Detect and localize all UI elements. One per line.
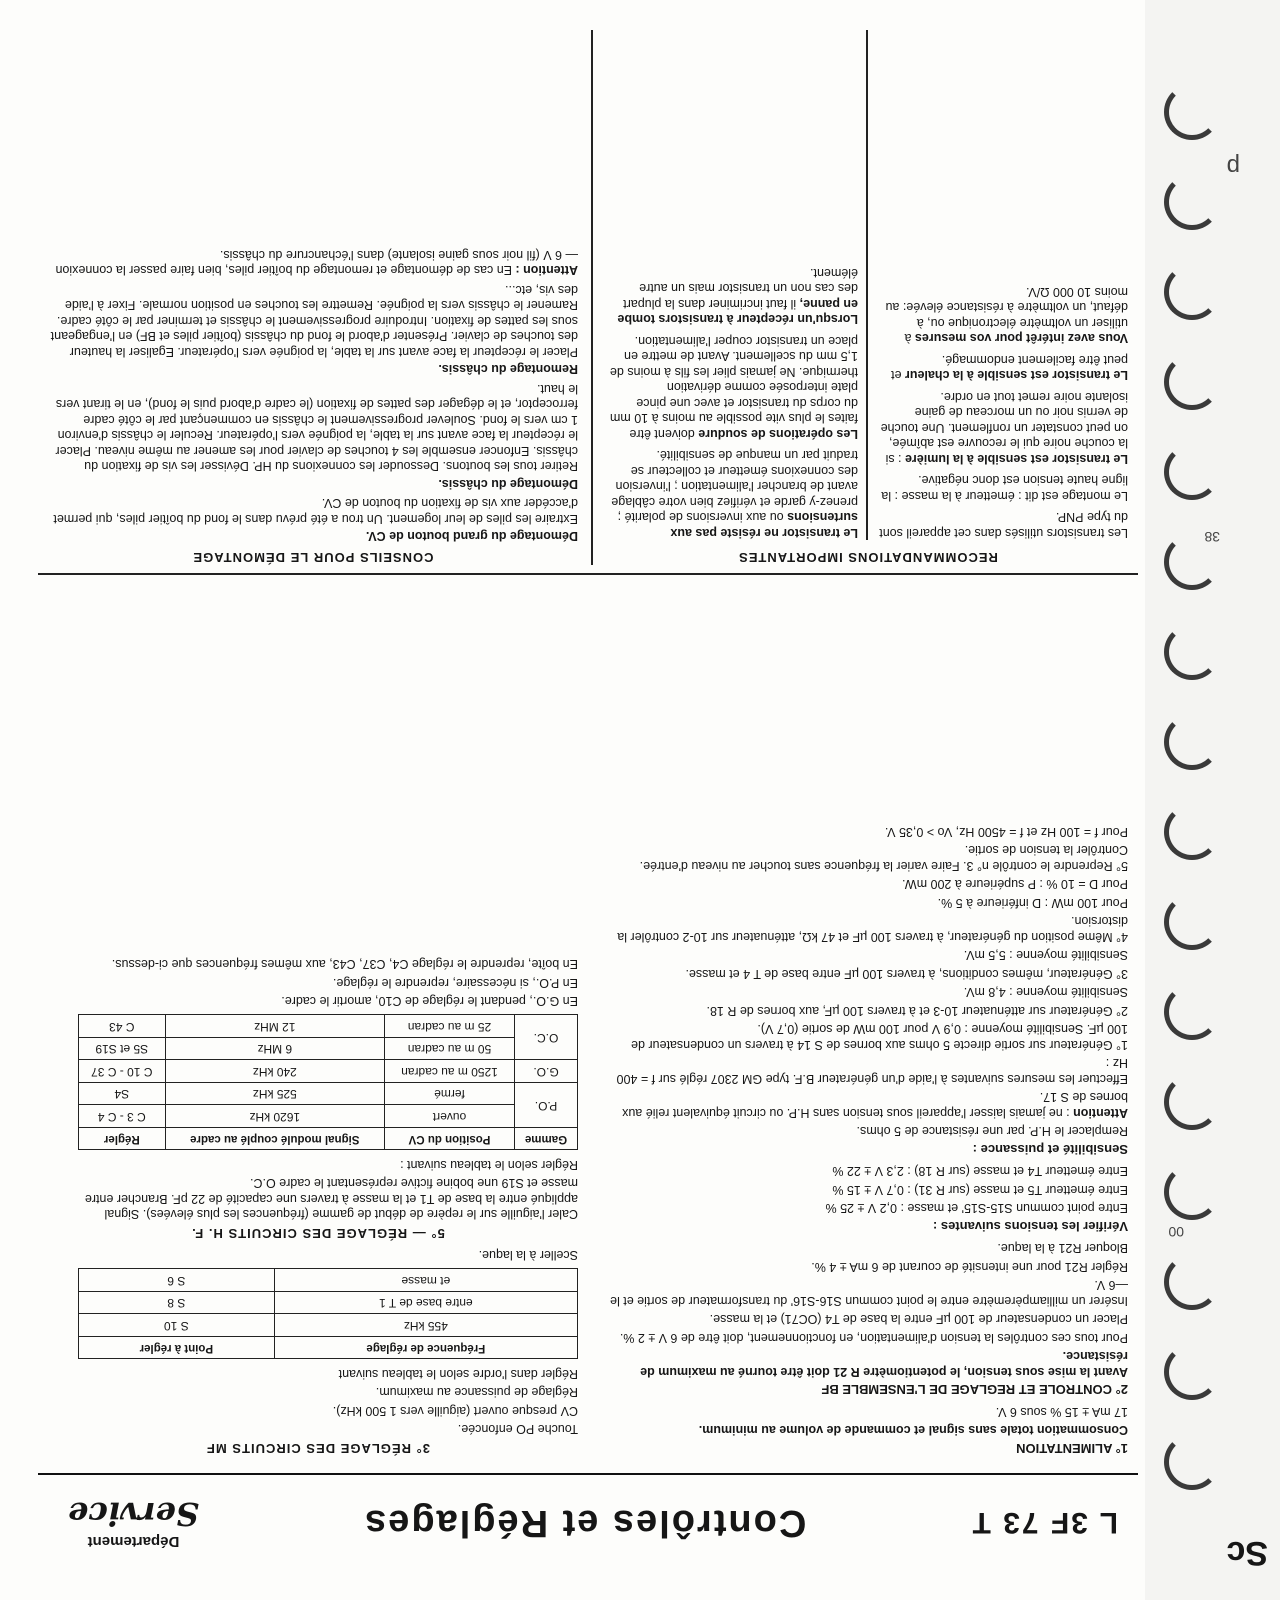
text: ou aux inversions de polarité ; prenez-y garde et vérifiez bien votre câblage avant de brancher l'alimentation ; l'inversion des connexions émetteur et collecteur se traduit par un manque de sensibilité.	[611, 448, 858, 525]
binder-ring	[1164, 624, 1220, 680]
table-cell: et masse	[274, 1269, 577, 1292]
table-row	[79, 1105, 578, 1128]
paragraph: Régler selon le tableau suivant :	[400, 1158, 578, 1172]
mf-table	[78, 1269, 578, 1360]
text: doivent être faites le plus vite possible au moins à 10 mm du corps du transistor et avec une pince plate interposée comme dérivation thermique. Ne jamais plier les fils à moins de 1,5 mm du scellement. Avant de mettre en place un transistor couper l'alimentation.	[609, 334, 858, 441]
paragraph	[608, 333, 858, 442]
paragraph: Régler dans l'ordre selon le tableau suivant	[338, 1367, 578, 1381]
table-row	[79, 1269, 578, 1292]
paragraph: Placer le récepteur la face avant sur la table, la poignée vers l'opérateur. Egaliser la hauteur des touches de clavier. Présenter d'abord le fond du châssis (boîtier piles et BF) en l'engageant sous les pattes de fixation. Introduire progressivement le châssis et terminer par le côté cadre. Ramener le châssis vers la poignée. Remettre les touches en position normale. Fixer à l'aide des vis, etc...	[50, 283, 578, 359]
table-row	[79, 1038, 578, 1061]
text: : si la couche noire qui le recouvre est abîmée, on peut constater un ronflement. Une touche de vernis noir ou un morceau de gaine isolante noire remet tout en ordre.	[880, 390, 1128, 466]
section-title: Sensibilité et puissance :	[972, 1142, 1128, 1157]
paragraph: Les transistors utilisés dans cet appareil sont du type PNP.	[879, 510, 1128, 540]
margin-mark: 00	[1168, 1224, 1184, 1240]
paragraph: Effectuer les mesures suivantes à l'aide d'un générateur B.F. type GM 2307 réglé sur f = 400 Hz :	[616, 1056, 1128, 1086]
paragraph: Consommation totale sans signal et commande de volume au minimum.	[698, 1423, 1128, 1438]
paragraph: Retirer tous les boutons. Dessouder les connexions du HP. Dévisser les vis de fixation du châssis. Enfoncer ensemble les 4 touches de clavier pour les amener au même niveau. Placer le récepteur la face avant sur la table, la poignée vers l'opérateur. Reculer le châssis d'environ 1 cm vers le fond. Soulever progressivement le châssis en commençant par le côté cadre ferroceptor, et le dégager des pattes de fixation (le cadre d'abord puis le fond), en le tirant vers le haut.	[55, 382, 578, 474]
table-cell: 12 MHz	[165, 1015, 384, 1038]
text: il faut incriminer dans la plupart des cas non un transistor mais un autre élément.	[623, 266, 858, 311]
binder-ring	[1164, 264, 1220, 320]
emphasis: Vous avez intérêt pour vos mesures	[914, 331, 1128, 346]
paragraph: Entre point commun S15-S15' et masse : 0,2 V ± 25 %	[825, 1201, 1128, 1216]
paragraph	[878, 352, 1128, 383]
recommendations-block	[608, 550, 1128, 565]
emphasis: Lorsqu'un récepteur à transistors tombe en panne,	[617, 297, 858, 327]
paragraph: Placer un condensateur de 100 µF entre la base de T4 (OC71) et la masse.	[709, 1312, 1128, 1327]
paragraph	[608, 447, 858, 540]
paragraph: Bloquer R21 à la laque.	[997, 1241, 1128, 1256]
section-title: 2° CONTROLE ET REGLAGE DE L'ENSEMBLE BF	[821, 1382, 1128, 1398]
paragraph-title: Démontage du châssis.	[438, 477, 578, 491]
table-cell: S4	[79, 1083, 166, 1106]
table-cell: entre base de T 1	[274, 1292, 577, 1315]
recommendations-col-a	[878, 278, 1128, 541]
table-cell: 1250 m au cadran	[384, 1060, 514, 1083]
table-cell: C 3 - C 4	[79, 1105, 166, 1128]
table-row	[79, 1314, 578, 1337]
paragraph: Sceller à la laque.	[478, 1248, 578, 1263]
margin-mark: p	[1226, 153, 1240, 180]
table-header: Position du CV	[384, 1128, 514, 1151]
paragraph: Touche PO enfoncée.	[457, 1422, 578, 1437]
paragraph: Insérer un milliampèremètre entre le point commun S16-S16' du transformateur de sortie et le —6 V.	[610, 1278, 1128, 1308]
emphasis: Attention :	[515, 263, 578, 278]
recommendations-col-b	[608, 259, 858, 541]
table-header: Régler	[79, 1128, 166, 1151]
paragraph: Remplacer le H.P. par une résistance de 5 ohms.	[856, 1124, 1128, 1139]
department-name: Service	[68, 1495, 199, 1533]
paragraph: 17 mA ± 15 % sous 6 V.	[995, 1405, 1128, 1419]
paragraph: 5° Reprendre le contrôle n° 3. Faire varier la fréquence sans toucher au niveau d'entrée. Contrôler la tension de sortie.	[639, 843, 1128, 873]
section-title: 3° RÉGLAGE DES CIRCUITS MF	[205, 1441, 431, 1456]
table-cell: 25 m au cadran	[384, 1015, 514, 1038]
section-title: Vérifier les tensions suivantes :	[932, 1219, 1128, 1234]
table-header: Signal modulé couplé au cadre	[165, 1128, 384, 1151]
table-header-row	[79, 1337, 578, 1360]
paragraph: Entre émetteur T4 et masse (sur R 18) : 2,3 V ± 22 %	[832, 1164, 1128, 1179]
paragraph: En G.O., pendant le réglage de C10, amortir le cadre.	[281, 994, 578, 1009]
binder-ring	[1164, 444, 1220, 500]
text: et peut être facilement endommagé.	[891, 353, 1128, 383]
paragraph: En P.O., si nécessaire, reprendre le réglage.	[332, 976, 578, 990]
paragraph: 1° Générateur sur sortie directe 5 ohms aux bornes de S 14 à travers un condensateur de 100 µF. Sensibilité moyenne : 0,9 V pour 100 mW de sortie (0,7 V).	[631, 1022, 1128, 1052]
table-row	[79, 1292, 578, 1315]
emphasis: Les opérations de soudure	[698, 427, 858, 441]
paragraph: Sensibilité moyenne : 5,5 mV.	[963, 948, 1128, 963]
paragraph: En boîte, reprendre le réglage C4, C37, C43, aux mêmes fréquences que ci-dessus.	[111, 957, 578, 972]
table-cell: C 43	[79, 1015, 166, 1038]
paragraph	[878, 389, 1128, 467]
paragraph: Régler R21 pour une intensité de courant de 6 mA ± 4 %.	[811, 1260, 1128, 1274]
binder-ring	[1164, 84, 1220, 140]
paragraph	[878, 284, 1128, 346]
paragraph: Pour 100 mW : D inférieure à 5 %.	[937, 896, 1128, 910]
paragraph: 2° Générateur sur atténuateur 10-3 et à travers 100 µF, aux bornes de R 18.	[706, 1004, 1128, 1018]
paragraph: Réglage de puissance au maximum.	[375, 1385, 578, 1400]
paragraph	[608, 1089, 1128, 1120]
page-title: Contrôles et Réglages	[363, 1502, 807, 1544]
emphasis: Le transistor est sensible à la lumière	[904, 452, 1128, 466]
edge-text: Sc	[1226, 1534, 1268, 1572]
binder-ring	[1164, 1254, 1220, 1310]
table-row	[79, 1015, 578, 1038]
binder-ring	[1164, 894, 1220, 950]
table-cell: O.C.	[515, 1015, 578, 1060]
table-cell: S 8	[79, 1292, 275, 1315]
section-divider	[38, 573, 1138, 575]
emphasis: Le transistor est sensible à la chaleur	[904, 368, 1128, 383]
section-title: 1° ALIMENTATION	[1016, 1441, 1128, 1456]
document-code: L 3F 73 T	[970, 1506, 1118, 1540]
text: : ne jamais laisser l'appareil sous tension sans H.P. ou circuit équivalent relié aux bornes de S 17.	[622, 1090, 1128, 1120]
table-cell: fermé	[384, 1083, 514, 1106]
table-row	[79, 1083, 578, 1106]
table-cell: 1620 kHz	[165, 1105, 384, 1128]
table-cell: 455 kHz	[274, 1314, 577, 1337]
table-cell: P.O.	[515, 1083, 578, 1128]
paragraph: Le montage est dit : émetteur à la masse : la ligne haute tension est donc négative.	[881, 473, 1128, 503]
binder-ring	[1164, 354, 1220, 410]
table-cell: G.O.	[515, 1060, 578, 1083]
page-content	[38, 25, 1138, 1570]
column-alimentation-bf	[608, 821, 1128, 1463]
binder-ring	[1164, 714, 1220, 770]
paragraph-title: Remontage du châssis.	[438, 362, 578, 377]
department-label: Département	[87, 1533, 180, 1550]
paragraph: Caler l'aiguille sur le repère de début de gamme (fréquences les plus élevées). Signal appliqué entre la base de T1 et la masse à travers une capacité de 22 pF. Brancher entre masse et S19 une bobine fictive représentant le cadre O.C.	[84, 1176, 578, 1222]
text: à utiliser un voltmètre électronique ou, à défaut, un voltmètre à résistance élevée: au moins 10 000 Ω/V.	[885, 285, 1128, 346]
section-title: RECOMMANDATIONS IMPORTANTES	[738, 550, 998, 565]
binder-ring	[1164, 1164, 1220, 1220]
table-cell: C 10 - C 37	[79, 1060, 166, 1083]
binder-ring	[1164, 804, 1220, 860]
table-cell: 50 m au cadran	[384, 1038, 514, 1061]
column-divider	[866, 30, 868, 540]
page-header	[38, 1473, 1138, 1570]
margin-mark: 38	[1204, 529, 1220, 545]
paragraph: Avant la mise sous tension, le potentiomètre R 21 doit être tourné au maximum de résistance.	[640, 1349, 1128, 1379]
disassembly-block	[48, 243, 578, 566]
table-cell: 525 kHz	[165, 1083, 384, 1106]
text: En cas de démontage et remontage du boîtier piles, bien faire passer la connexion — 6 V (fil noir sous gaine isolante) dans l'échancrure du châssis.	[55, 248, 578, 278]
paragraph: Entre émetteur T5 et masse (sur R 31) : 0,7 V ± 15 %	[832, 1183, 1128, 1197]
column-mf-hf	[58, 953, 578, 1462]
paragraph: Pour D = 10 % : P supérieure à 200 mW.	[902, 877, 1128, 892]
column-divider	[591, 30, 593, 565]
paragraph: CV presque ouvert (aiguille vers 1 500 kHz).	[332, 1404, 578, 1418]
binder-ring	[1164, 1344, 1220, 1400]
paragraph: Sensibilité moyenne : 4,8 mV.	[963, 985, 1128, 1000]
table-cell: ouvert	[384, 1105, 514, 1128]
paragraph: Pour tous ces contrôles la tension d'alimentation, en fonctionnement, doit être de 6 V ± 2 %.	[619, 1331, 1128, 1345]
paragraph	[48, 247, 578, 278]
table-cell: S 6	[79, 1269, 275, 1292]
table-cell: 6 MHz	[165, 1038, 384, 1061]
table-row	[79, 1060, 578, 1083]
department-block	[68, 1495, 199, 1550]
binder-ring	[1164, 1434, 1220, 1490]
paragraph-title: Démontage du grand bouton de CV.	[365, 529, 578, 544]
binder-strip	[1145, 0, 1280, 1600]
table-header: Fréquence de réglage	[274, 1337, 577, 1360]
binder-ring	[1164, 1074, 1220, 1130]
table-cell: S 10	[79, 1314, 275, 1337]
paragraph: 4° Même position du générateur, à travers 100 µF et 47 kΩ, atténuateur sur 10-2 contrôler la distorsion.	[617, 914, 1128, 944]
table-header: Gamme	[515, 1128, 578, 1151]
table-cell: 240 kHz	[165, 1060, 384, 1083]
emphasis: Attention	[1073, 1106, 1128, 1120]
binder-ring	[1164, 984, 1220, 1040]
paragraph: 3° Générateur, mêmes conditions, à travers 100 µF entre base de T 4 et masse.	[685, 967, 1128, 981]
paragraph: Pour f = 100 Hz et f = 4500 Hz, Vo > 0,35 V.	[884, 825, 1128, 839]
table-header: Point à régler	[79, 1337, 275, 1360]
hf-table	[78, 1015, 578, 1151]
table-header-row	[79, 1128, 578, 1151]
paragraph: Extraire les piles de leur logement. Un trou a été prévu dans le fond du boîtier piles, qui permet d'accéder aux vis de fixation du bouton de CV.	[53, 496, 578, 526]
section-title: CONSEILS POUR LE DÉMONTAGE	[192, 550, 434, 565]
paragraph	[608, 265, 858, 327]
emphasis: Le transistor ne résiste pas aux surtensions	[670, 510, 858, 540]
table-cell: S5 et S19	[79, 1038, 166, 1061]
section-title: 5° — RÉGLAGE DES CIRCUITS H. F.	[191, 1226, 445, 1241]
binder-ring	[1164, 174, 1220, 230]
